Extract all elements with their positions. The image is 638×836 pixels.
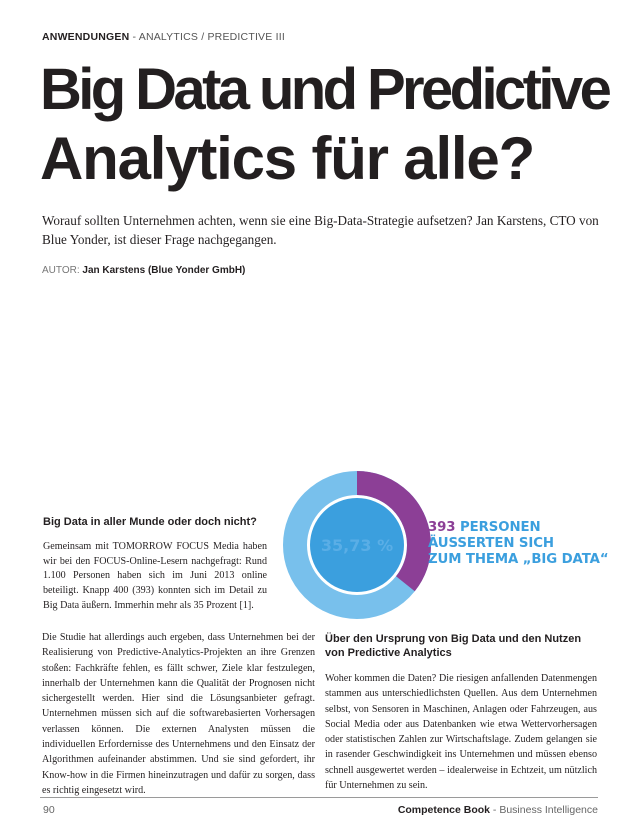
footer-book-name: Competence Book	[397, 804, 490, 816]
donut-center-label: 35,73 %	[320, 536, 394, 555]
page-number: 90	[43, 804, 55, 816]
lead-paragraph: Worauf sollten Unternehmen achten, wenn sie eine Big-Data-Strategie aufsetzen? Jan Karstens, CTO von Blue Yonder, ist dieser Frage nachgegangen.	[42, 213, 599, 247]
section-header	[42, 31, 285, 43]
author-line	[42, 265, 245, 276]
section-separator: -	[129, 31, 139, 43]
author-label: AUTOR:	[42, 265, 80, 276]
chart-annotation-line-1	[428, 520, 618, 536]
section-name: ANWENDUNGEN	[42, 31, 130, 43]
chart-annotation-line-2: ÄUSSERTEN SICH	[428, 536, 554, 551]
footer-separator: -	[490, 804, 500, 816]
chart-annotation	[428, 520, 618, 568]
chart-annotation-line-3: ZUM THEMA „BIG DATA“	[428, 552, 609, 567]
author-name: Jan Karstens (Blue Yonder GmbH)	[82, 265, 246, 276]
sidebar-text: Gemeinsam mit TOMORROW FOCUS Media haben wir bei den FOCUS-Online-Lesern nachgefragt: Rund 1.100 Personen haben sich im Juni 2013 online beteiligt. Knapp 400 (393) konnten sich im Detail zu Big Data äußern. Immerhin mehr als 35 Prozent [1].	[43, 541, 267, 611]
article-title-line-2: Analytics für alle?	[40, 125, 535, 192]
body-right-column: Woher kommen die Daten? Die riesigen anfallenden Datenmengen stammen aus unterschiedlichsten Quellen. Aus dem Unternehmen selbst, von Sensoren in Maschinen, Anlagen oder Fahrzeugen, aus Social Media oder aus Datenbanken wie etwa Wettervorhersagen oder statistischen Zahlen zur Wirtschaftslage. Zudem gelangen sie in rasender Geschwindigkeit ins Unternehmen und müssen ebenso schnell ausgewertet werden – idealerweise in Echtzeit, um nützlich für Unternehmen zu sein.	[325, 673, 597, 792]
article-title-line-1: Big Data und Predictive	[40, 57, 609, 122]
donut-chart	[282, 470, 432, 620]
chart-annotation-number: 393	[428, 520, 456, 535]
footer-divider	[40, 797, 598, 798]
body-right-heading: Über den Ursprung von Big Data und den Nutzen von Predictive Analytics	[325, 633, 582, 659]
footer-topic: Business Intelligence	[499, 804, 598, 816]
body-left-column: Die Studie hat allerdings auch ergeben, dass Unternehmen bei der Realisierung von Predictive-Analytics-Projekten an ihre Grenzen stoßen: Fachkräfte fehlen, es fällt schwer, Ziele klar festzulegen, innerhalb der Unternehmen kann die Qualität der Prognosen nicht sichergestellt werden. Hier sind die Lösungsanbieter gefragt. Unternehmen müssen sich auf die softwarebasierten Vorhersagen verlassen können. Die externen Analysten müssen die individuellen Erfordernisse des Unternehmens und den Einsatz der Algorithmen aufeinander abstimmen. Und sie sind gefordert, ihr Know-how in die Firmen hineinzutragen und dafür zu sorgen, dass es richtig eingesetzt wird.	[42, 632, 315, 796]
footer-publication	[398, 804, 598, 816]
chart-annotation-line-1-rest: PERSONEN	[460, 520, 541, 535]
section-category: ANALYTICS / PREDICTIVE III	[138, 31, 285, 43]
sidebar-title: Big Data in aller Munde oder doch nicht?	[43, 516, 257, 528]
